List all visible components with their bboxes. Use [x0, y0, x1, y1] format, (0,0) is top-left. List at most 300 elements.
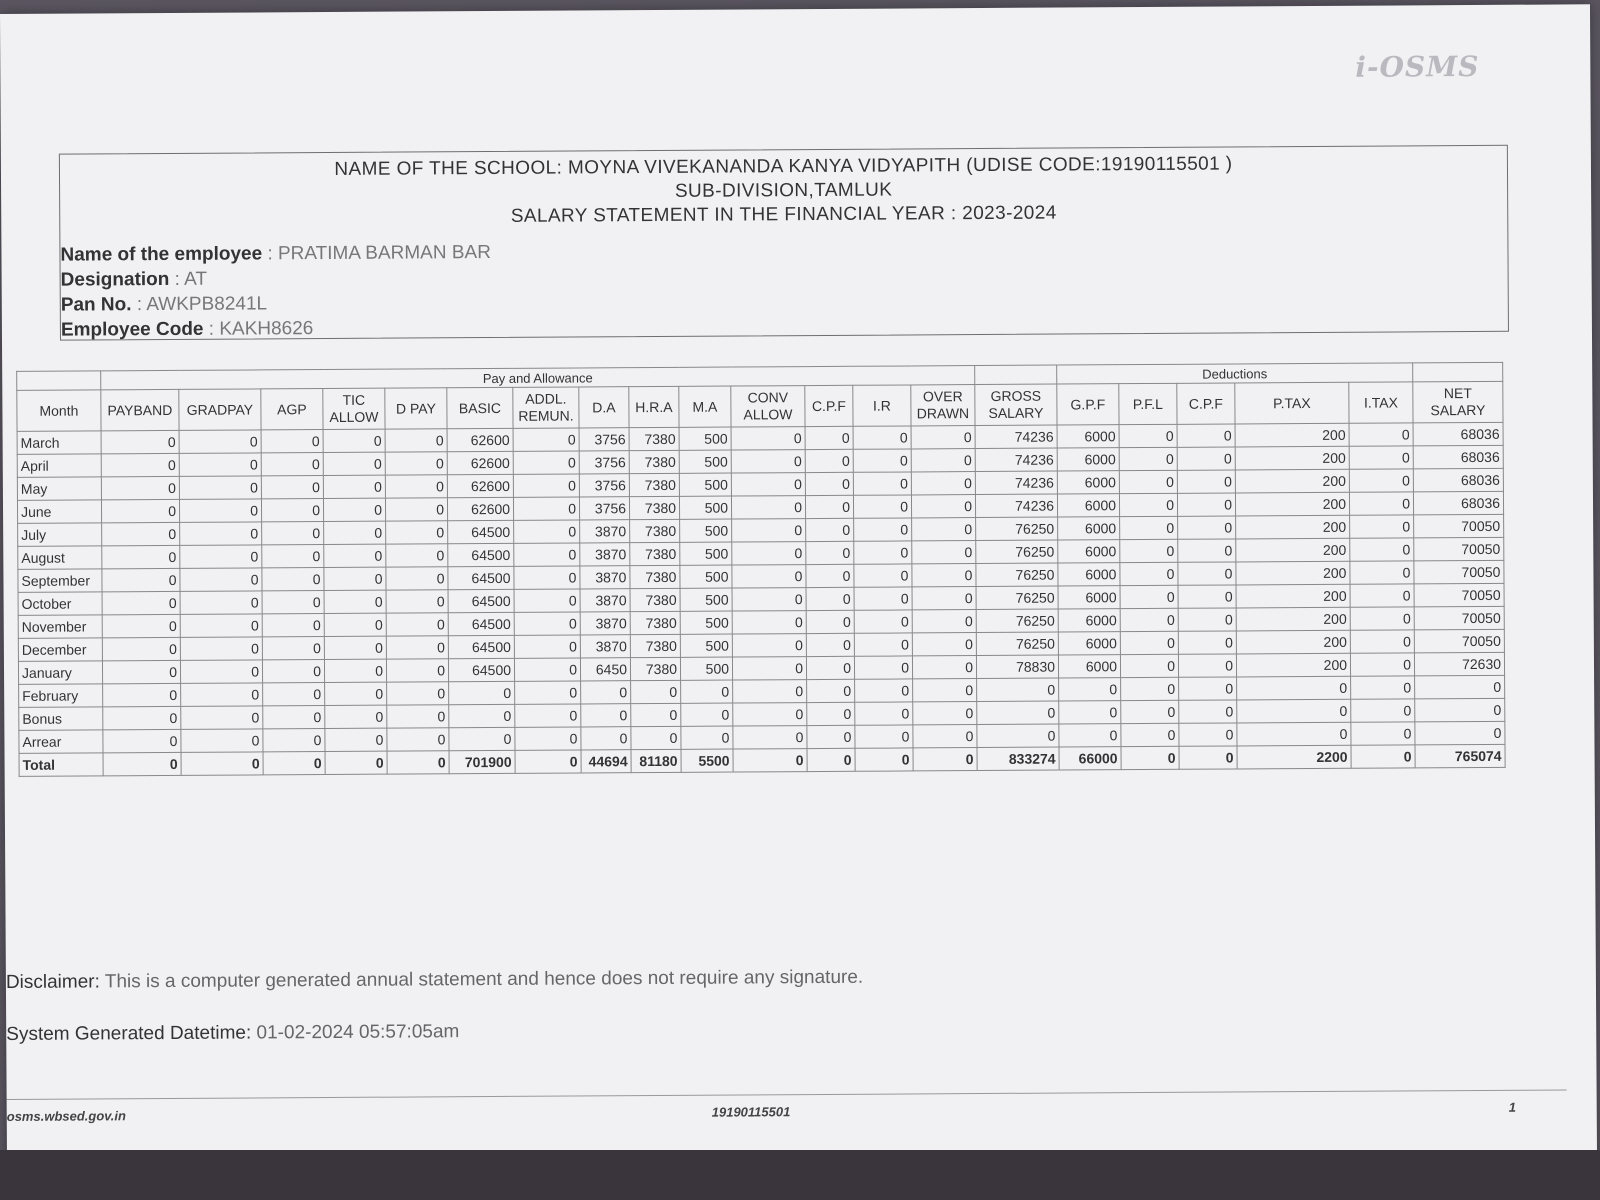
value-cell: 0 — [854, 656, 912, 679]
value-cell: 200 — [1236, 515, 1350, 539]
column-header: G.P.F — [1057, 384, 1119, 425]
value-cell: 0 — [1349, 446, 1413, 469]
value-cell: 200 — [1236, 561, 1350, 585]
column-header: Month — [17, 390, 101, 432]
value-cell: 0 — [853, 449, 911, 472]
value-cell: 0 — [1179, 677, 1237, 700]
value-cell: 0 — [263, 683, 325, 706]
value-cell: 0 — [853, 426, 911, 449]
value-cell: 500 — [680, 611, 732, 634]
value-cell: 0 — [1121, 723, 1179, 746]
value-cell: 0 — [912, 656, 976, 679]
value-cell: 0 — [732, 588, 806, 611]
value-cell: 0 — [385, 498, 447, 521]
value-cell: 0 — [1059, 701, 1121, 724]
value-cell: 0 — [386, 567, 448, 590]
value-cell: 0 — [386, 590, 448, 613]
value-cell: 0 — [1350, 630, 1414, 653]
value-cell: 0 — [515, 727, 581, 750]
value-cell: 76250 — [976, 563, 1058, 587]
value-cell: 0 — [805, 426, 853, 449]
value-cell: 0 — [1119, 493, 1177, 516]
value-cell: 0 — [323, 429, 385, 452]
value-cell: 200 — [1235, 492, 1349, 516]
row-label-cell: Total — [19, 753, 103, 777]
value-cell: 0 — [1415, 721, 1505, 745]
value-cell: 0 — [102, 614, 180, 637]
value-cell: 500 — [680, 588, 732, 611]
value-cell: 0 — [101, 499, 179, 522]
column-header: D.A — [579, 387, 629, 428]
value-cell: 3756 — [579, 497, 629, 520]
value-cell: 0 — [386, 521, 448, 544]
value-cell: 0 — [387, 682, 449, 705]
value-cell: 0 — [514, 520, 580, 543]
column-header: ADDL. REMUN. — [513, 387, 579, 428]
value-cell: 0 — [324, 521, 386, 544]
column-header: M.A — [679, 386, 731, 427]
value-cell: 0 — [262, 660, 324, 683]
value-cell: 0 — [1119, 470, 1177, 493]
value-cell: 0 — [514, 635, 580, 658]
column-header: H.R.A — [629, 386, 679, 427]
value-cell: 0 — [1119, 447, 1177, 470]
value-cell: 7380 — [629, 450, 679, 473]
column-header: D PAY — [385, 388, 447, 429]
column-header: GRADPAY — [179, 389, 261, 431]
value-cell: 0 — [385, 475, 447, 498]
employee-designation: Designation : AT — [60, 268, 208, 291]
school-name-line: NAME OF THE SCHOOL: MOYNA VIVEKANANDA KANYA VIDYAPITH (UDISE CODE:19190115501 ) — [334, 153, 1233, 180]
row-label-cell: Arrear — [19, 730, 103, 754]
value-cell: 0 — [855, 748, 913, 771]
value-cell: 74236 — [975, 471, 1057, 495]
value-cell: 0 — [1349, 492, 1413, 515]
value-cell: 500 — [680, 542, 732, 565]
value-cell: 6000 — [1058, 517, 1120, 540]
value-cell: 0 — [1177, 493, 1235, 516]
statement-page — [0, 4, 1597, 1164]
value-cell: 0 — [261, 499, 323, 522]
value-cell: 6000 — [1058, 609, 1120, 632]
group-blank-gross — [975, 365, 1057, 385]
value-cell: 0 — [805, 472, 853, 495]
background-surface — [0, 1150, 1600, 1200]
employee-code: Employee Code : KAKH8626 — [60, 318, 314, 341]
footer-divider — [7, 1089, 1567, 1100]
value-cell: 0 — [323, 498, 385, 521]
value-cell: 500 — [680, 519, 732, 542]
value-cell: 0 — [102, 568, 180, 591]
value-cell: 70050 — [1414, 514, 1504, 538]
value-cell: 64500 — [448, 658, 514, 681]
value-cell: 3756 — [579, 428, 629, 451]
value-cell: 0 — [1121, 700, 1179, 723]
value-cell: 0 — [261, 430, 323, 453]
value-cell: 0 — [1120, 654, 1178, 677]
value-cell: 0 — [807, 725, 855, 748]
statement-header — [59, 145, 1509, 341]
value-cell: 0 — [977, 724, 1059, 748]
value-cell: 64500 — [448, 566, 514, 589]
value-cell: 0 — [1351, 699, 1415, 722]
value-cell: 64500 — [448, 612, 514, 635]
value-cell: 0 — [732, 542, 806, 565]
value-cell: 0 — [449, 681, 515, 704]
value-cell: 7380 — [630, 542, 680, 565]
value-cell: 0 — [1121, 746, 1179, 769]
value-cell: 0 — [103, 752, 181, 775]
value-cell: 0 — [732, 519, 806, 542]
value-cell: 3870 — [580, 520, 630, 543]
value-cell: 0 — [977, 678, 1059, 702]
row-label-cell: December — [18, 638, 102, 662]
value-cell: 2200 — [1237, 745, 1351, 769]
value-cell: 0 — [325, 728, 387, 751]
value-cell: 7380 — [630, 519, 680, 542]
value-cell: 3870 — [580, 543, 630, 566]
value-cell: 0 — [731, 450, 805, 473]
value-cell: 0 — [513, 497, 579, 520]
group-blank-net — [1413, 362, 1503, 382]
value-cell: 44694 — [581, 750, 631, 773]
value-cell: 76250 — [976, 609, 1058, 633]
value-cell: 5500 — [681, 749, 733, 772]
column-header: C.P.F — [1177, 383, 1235, 424]
group-blank — [17, 371, 101, 391]
value-cell: 0 — [1350, 584, 1414, 607]
footer-site: osms.wbsed.gov.in — [6, 1108, 126, 1124]
system-datetime: System Generated Datetime: 01-02-2024 05:57:05am — [6, 1021, 460, 1045]
value-cell: 70050 — [1414, 606, 1504, 630]
row-label-cell: August — [18, 546, 102, 570]
value-cell: 0 — [1120, 608, 1178, 631]
column-header: OVER DRAWN — [911, 385, 975, 426]
value-cell: 3870 — [580, 566, 630, 589]
value-cell: 68036 — [1413, 468, 1503, 492]
value-cell: 3756 — [579, 474, 629, 497]
value-cell: 0 — [181, 752, 263, 776]
value-cell: 0 — [262, 568, 324, 591]
value-cell: 0 — [102, 522, 180, 545]
value-cell: 0 — [855, 679, 913, 702]
value-cell: 0 — [514, 543, 580, 566]
column-header: NET SALARY — [1413, 381, 1503, 423]
value-cell: 0 — [1178, 654, 1236, 677]
value-cell: 0 — [324, 590, 386, 613]
value-cell: 0 — [1351, 745, 1415, 768]
column-header: GROSS SALARY — [975, 384, 1057, 426]
row-label-cell: September — [18, 569, 102, 593]
value-cell: 0 — [387, 705, 449, 728]
value-cell: 0 — [385, 429, 447, 452]
value-cell: 0 — [262, 637, 324, 660]
value-cell: 0 — [1350, 607, 1414, 630]
value-cell: 0 — [1237, 699, 1351, 723]
value-cell: 0 — [1120, 631, 1178, 654]
value-cell: 0 — [806, 610, 854, 633]
row-label-cell: March — [17, 431, 101, 455]
footer-udise-code: 19190115501 — [711, 1104, 791, 1120]
value-cell: 0 — [262, 522, 324, 545]
value-cell: 0 — [913, 748, 977, 771]
value-cell: 68036 — [1413, 491, 1503, 515]
value-cell: 701900 — [449, 750, 515, 773]
value-cell: 7380 — [630, 634, 680, 657]
value-cell: 0 — [103, 683, 181, 706]
value-cell: 0 — [912, 610, 976, 633]
value-cell: 0 — [1350, 538, 1414, 561]
value-cell: 0 — [911, 449, 975, 472]
value-cell: 62600 — [447, 474, 513, 497]
value-cell: 0 — [681, 680, 733, 703]
value-cell: 0 — [261, 453, 323, 476]
value-cell: 0 — [913, 679, 977, 702]
group-pay-allowance: Pay and Allowance — [101, 366, 975, 390]
value-cell: 0 — [386, 659, 448, 682]
value-cell: 7380 — [630, 657, 680, 680]
value-cell: 0 — [515, 750, 581, 773]
value-cell: 0 — [1120, 539, 1178, 562]
value-cell: 81180 — [631, 749, 681, 772]
value-cell: 0 — [807, 679, 855, 702]
value-cell: 0 — [515, 681, 581, 704]
value-cell: 200 — [1236, 584, 1350, 608]
value-cell: 0 — [806, 587, 854, 610]
value-cell: 0 — [387, 751, 449, 774]
value-cell: 0 — [806, 656, 854, 679]
value-cell: 0 — [912, 633, 976, 656]
value-cell: 0 — [102, 660, 180, 683]
value-cell: 0 — [324, 544, 386, 567]
value-cell: 6000 — [1058, 655, 1120, 678]
value-cell: 64500 — [448, 520, 514, 543]
value-cell: 0 — [325, 705, 387, 728]
value-cell: 0 — [1349, 423, 1413, 446]
value-cell: 0 — [179, 430, 261, 454]
value-cell: 0 — [854, 610, 912, 633]
value-cell: 0 — [180, 545, 262, 569]
value-cell: 0 — [854, 633, 912, 656]
value-cell: 0 — [102, 591, 180, 614]
column-header: P.TAX — [1235, 382, 1349, 424]
value-cell: 0 — [911, 472, 975, 495]
value-cell: 0 — [731, 427, 805, 450]
value-cell: 0 — [911, 495, 975, 518]
value-cell: 0 — [515, 704, 581, 727]
value-cell: 3870 — [580, 612, 630, 635]
value-cell: 0 — [179, 499, 261, 523]
value-cell: 0 — [180, 568, 262, 592]
value-cell: 0 — [1351, 676, 1415, 699]
value-cell: 0 — [913, 702, 977, 725]
value-cell: 6000 — [1057, 448, 1119, 471]
value-cell: 0 — [1178, 631, 1236, 654]
value-cell: 0 — [386, 636, 448, 659]
salary-table — [16, 362, 1505, 777]
column-header: P.F.L — [1119, 383, 1177, 424]
value-cell: 74236 — [975, 494, 1057, 518]
value-cell: 500 — [680, 565, 732, 588]
value-cell: 0 — [731, 496, 805, 519]
value-cell: 0 — [1351, 722, 1415, 745]
value-cell: 0 — [854, 541, 912, 564]
value-cell: 833274 — [977, 747, 1059, 771]
value-cell: 7380 — [629, 473, 679, 496]
value-cell: 0 — [806, 541, 854, 564]
value-cell: 3756 — [579, 451, 629, 474]
value-cell: 0 — [805, 449, 853, 472]
value-cell: 0 — [1178, 562, 1236, 585]
value-cell: 500 — [679, 496, 731, 519]
value-cell: 0 — [1177, 447, 1235, 470]
value-cell: 76250 — [976, 517, 1058, 541]
value-cell: 0 — [1178, 516, 1236, 539]
value-cell: 0 — [514, 612, 580, 635]
value-cell: 6450 — [580, 658, 630, 681]
value-cell: 500 — [680, 657, 732, 680]
value-cell: 200 — [1235, 446, 1349, 470]
value-cell: 0 — [325, 751, 387, 774]
row-label-cell: April — [17, 454, 101, 478]
value-cell: 0 — [1121, 677, 1179, 700]
value-cell: 0 — [1237, 676, 1351, 700]
value-cell: 0 — [912, 518, 976, 541]
value-cell: 0 — [514, 566, 580, 589]
value-cell: 0 — [1177, 470, 1235, 493]
value-cell: 78830 — [976, 655, 1058, 679]
column-header: I.R — [853, 385, 911, 426]
row-label-cell: May — [17, 477, 101, 501]
value-cell: 0 — [581, 727, 631, 750]
value-cell: 0 — [324, 613, 386, 636]
value-cell: 0 — [581, 704, 631, 727]
value-cell: 0 — [323, 475, 385, 498]
value-cell: 3870 — [580, 589, 630, 612]
column-header: AGP — [261, 389, 323, 430]
value-cell: 0 — [581, 681, 631, 704]
value-cell: 6000 — [1058, 540, 1120, 563]
value-cell: 0 — [180, 522, 262, 546]
value-cell: 6000 — [1058, 563, 1120, 586]
value-cell: 0 — [324, 567, 386, 590]
column-header: CONV ALLOW — [731, 386, 805, 427]
value-cell: 0 — [1178, 539, 1236, 562]
value-cell: 0 — [101, 453, 179, 476]
value-cell: 7380 — [630, 565, 680, 588]
value-cell: 0 — [323, 452, 385, 475]
value-cell: 66000 — [1059, 747, 1121, 770]
value-cell: 76250 — [976, 586, 1058, 610]
group-deductions: Deductions — [1057, 363, 1413, 384]
value-cell: 0 — [261, 476, 323, 499]
value-cell: 0 — [733, 680, 807, 703]
value-cell: 765074 — [1415, 744, 1505, 768]
value-cell: 0 — [911, 426, 975, 449]
value-cell: 0 — [732, 634, 806, 657]
value-cell: 76250 — [976, 632, 1058, 656]
value-cell: 0 — [1179, 700, 1237, 723]
value-cell: 0 — [912, 587, 976, 610]
value-cell: 0 — [179, 476, 261, 500]
row-label-cell: February — [19, 684, 103, 708]
value-cell: 0 — [1237, 722, 1351, 746]
value-cell: 62600 — [447, 428, 513, 451]
value-cell: 0 — [1120, 516, 1178, 539]
value-cell: 200 — [1236, 630, 1350, 654]
value-cell: 0 — [386, 544, 448, 567]
value-cell: 0 — [101, 430, 179, 453]
value-cell: 0 — [807, 702, 855, 725]
value-cell: 0 — [180, 660, 262, 684]
osms-logo: i-OSMS — [1355, 49, 1480, 84]
value-cell: 0 — [181, 729, 263, 753]
value-cell: 0 — [733, 749, 807, 772]
value-cell: 68036 — [1413, 445, 1503, 469]
value-cell: 0 — [386, 613, 448, 636]
value-cell: 0 — [103, 706, 181, 729]
value-cell: 0 — [854, 587, 912, 610]
value-cell: 0 — [731, 473, 805, 496]
value-cell: 0 — [180, 614, 262, 638]
value-cell: 64500 — [448, 589, 514, 612]
row-label-cell: July — [18, 523, 102, 547]
value-cell: 68036 — [1413, 422, 1503, 446]
value-cell: 0 — [1059, 724, 1121, 747]
value-cell: 0 — [102, 637, 180, 660]
value-cell: 6000 — [1058, 632, 1120, 655]
value-cell: 0 — [181, 683, 263, 707]
value-cell: 0 — [513, 451, 579, 474]
value-cell: 200 — [1236, 653, 1350, 677]
value-cell: 0 — [181, 706, 263, 730]
value-cell: 0 — [449, 727, 515, 750]
value-cell: 0 — [733, 726, 807, 749]
value-cell: 0 — [180, 637, 262, 661]
value-cell: 74236 — [975, 425, 1057, 449]
row-label-cell: June — [17, 500, 101, 524]
disclaimer: Disclaimer: This is a computer generated annual statement and hence does not require any signature. — [5, 966, 864, 993]
value-cell: 0 — [263, 752, 325, 775]
value-cell: 0 — [806, 633, 854, 656]
value-cell: 0 — [1350, 653, 1414, 676]
value-cell: 70050 — [1414, 583, 1504, 607]
statement-title: SALARY STATEMENT IN THE FINANCIAL YEAR : 2023-2024 — [510, 202, 1057, 227]
value-cell: 0 — [514, 589, 580, 612]
value-cell: 74236 — [975, 448, 1057, 472]
value-cell: 200 — [1235, 423, 1349, 447]
value-cell: 0 — [681, 726, 733, 749]
value-cell: 0 — [1119, 424, 1177, 447]
value-cell: 0 — [732, 565, 806, 588]
value-cell: 64500 — [448, 543, 514, 566]
value-cell: 0 — [806, 564, 854, 587]
employee-name: Name of the employee : PRATIMA BARMAN BAR — [60, 242, 491, 266]
value-cell: 0 — [1350, 515, 1414, 538]
value-cell: 6000 — [1057, 471, 1119, 494]
value-cell: 7380 — [629, 427, 679, 450]
value-cell: 0 — [1179, 746, 1237, 769]
value-cell: 0 — [513, 428, 579, 451]
value-cell: 62600 — [447, 451, 513, 474]
value-cell: 3870 — [580, 635, 630, 658]
value-cell: 6000 — [1057, 425, 1119, 448]
column-header: TIC ALLOW — [323, 388, 385, 429]
value-cell: 0 — [977, 701, 1059, 725]
value-cell: 70050 — [1414, 537, 1504, 561]
value-cell: 70050 — [1414, 560, 1504, 584]
value-cell: 0 — [449, 704, 515, 727]
